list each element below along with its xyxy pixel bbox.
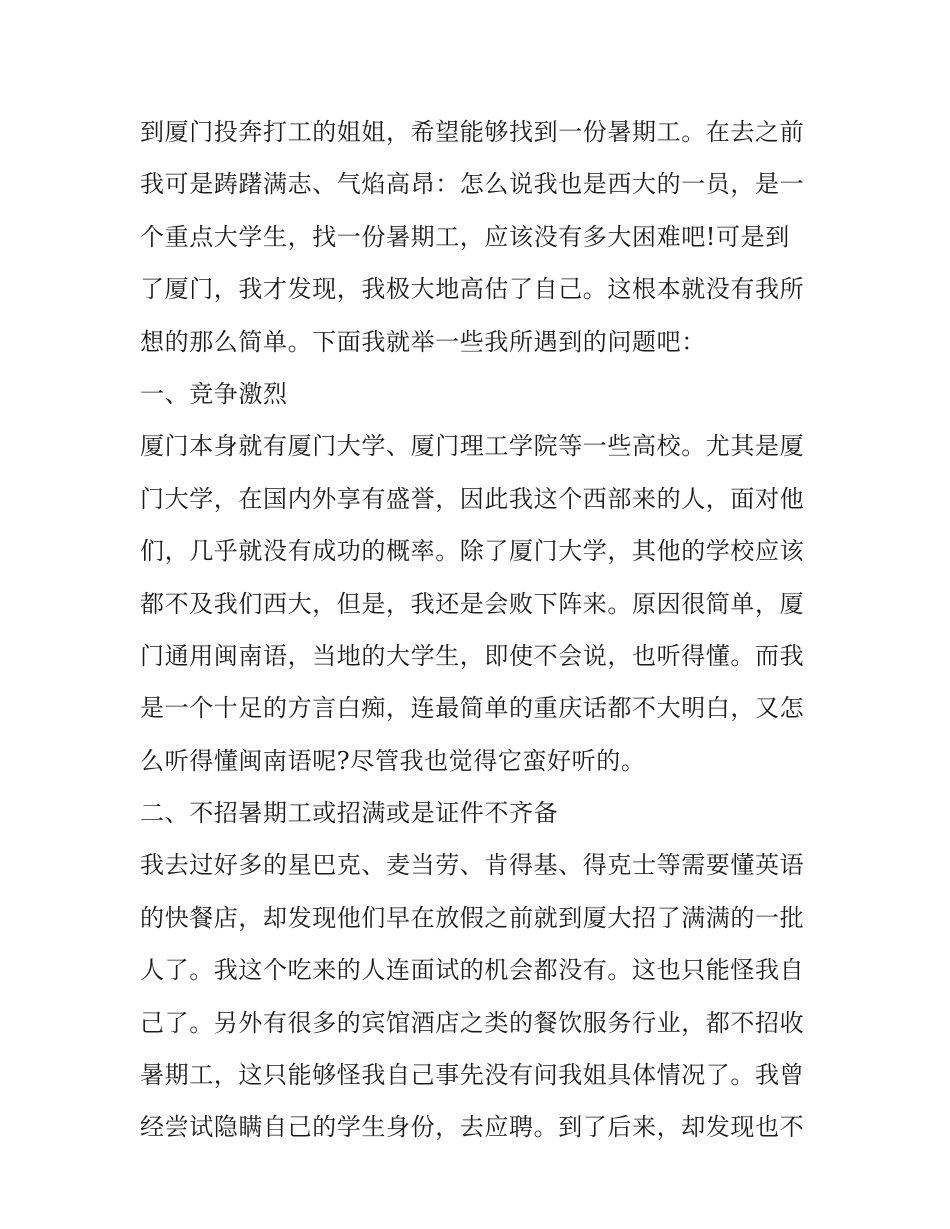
text-line: 门通用闽南语，当地的大学生，即使不会说，也听得懂。而我 [140, 641, 805, 670]
section-heading: 一、竞争激烈 [140, 379, 288, 408]
text-line: 么听得懂闽南语呢?尽管我也觉得它蛮好听的。 [140, 746, 646, 775]
section-heading: 二、不招暑期工或招满或是证件不齐备 [140, 799, 559, 828]
text-line: 个重点大学生，找一份暑期工，应该没有多大困难吧!可是到 [140, 222, 790, 251]
text-line: 暑期工，这只能够怪我自己事先没有问我姐具体情况了。我曾 [140, 1061, 805, 1090]
text-line: 人了。我这个吃来的人连面试的机会都没有。这也只能怪我自 [140, 956, 805, 985]
text-line: 门大学，在国内外享有盛誉，因此我这个西部来的人，面对他 [140, 484, 805, 513]
text-line: 的快餐店，却发现他们早在放假之前就到厦大招了满满的一批 [140, 903, 805, 932]
text-line: 己了。另外有很多的宾馆酒店之类的餐饮服务行业，都不招收 [140, 1008, 805, 1037]
text-line: 经尝试隐瞒自己的学生身份，去应聘。到了后来，却发现也不 [140, 1113, 805, 1142]
text-line: 了厦门，我才发现，我极大地高估了自己。这根本就没有我所 [140, 275, 805, 304]
text-line: 想的那么简单。下面我就举一些我所遇到的问题吧： [140, 327, 706, 356]
text-line: 厦门本身就有厦门大学、厦门理工学院等一些高校。尤其是厦 [140, 432, 805, 461]
text-line: 我可是踌躇满志、气焰高昂：怎么说我也是西大的一员，是一 [140, 170, 805, 199]
text-line: 是一个十足的方言白痴，连最简单的重庆话都不大明白，又怎 [140, 694, 805, 723]
text-line: 我去过好多的星巴克、麦当劳、肯得基、得克士等需要懂英语 [140, 851, 805, 880]
body-text [140, 106, 820, 1154]
text-line: 都不及我们西大，但是，我还是会败下阵来。原因很简单，厦 [140, 589, 805, 618]
text-line: 们，几乎就没有成功的概率。除了厦门大学，其他的学校应该 [140, 537, 805, 566]
text-line: 到厦门投奔打工的姐姐，希望能够找到一份暑期工。在去之前 [140, 118, 805, 146]
